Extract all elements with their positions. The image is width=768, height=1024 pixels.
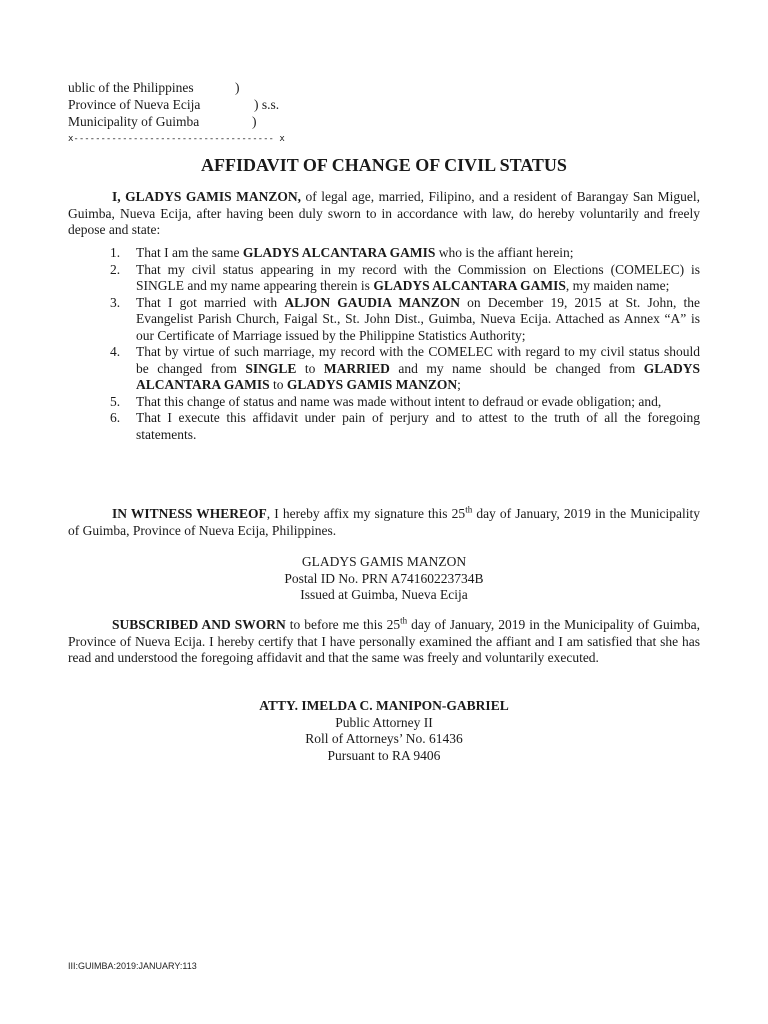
document-reference-footer: III:GUIMBA:2019:JANUARY:113 <box>68 961 197 971</box>
affiant-id-line: Postal ID No. PRN A74160223734B <box>284 570 484 586</box>
affiant-issued-line: Issued at Guimba, Nueva Ecija <box>300 587 468 602</box>
witness-text-b: day of January, 2019 in the Municipality of Guimba, Province of Nueva Ecija, Philippines. <box>68 506 700 538</box>
statement-emphasis: GLADYS GAMIS MANZON <box>286 377 458 392</box>
statement-text: That this change of status and name was made without intent to defraud or evade obligation; and, <box>136 393 662 409</box>
statement-emphasis: GLADYS ALCANTARA GAMIS <box>373 278 566 293</box>
witness-text-a: , I hereby affix my signature this 25 <box>266 506 466 521</box>
venue-province-text: Province of Nueva Ecija <box>68 97 201 112</box>
statement-text: That I execute this affidavit under pain of perjury and to attest to the truth of all the foregoing statements. <box>136 410 700 442</box>
statement-item <box>110 245 700 262</box>
venue-province-paren: ) s.s. <box>254 97 280 112</box>
intro-text: of legal age, married, Filipino, and a resident of Barangay San Miguel, Guimba, Nueva Ecija, after having been duly sworn to in accordance with law, do hereby voluntarily and freely depose and state: <box>68 189 701 237</box>
statement-number: 5. <box>110 393 121 409</box>
notary-signature-block <box>68 698 700 764</box>
jurat-text-a: to before me this 25 <box>285 617 401 632</box>
statement-text: to <box>296 360 324 376</box>
affiant-name: GLADYS GAMIS MANZON <box>301 554 467 569</box>
statement-text: and my name should be changed from <box>389 360 644 376</box>
statements-list <box>110 245 700 443</box>
venue-municipality-text: Municipality of Guimba <box>68 114 200 129</box>
witness-paragraph <box>68 506 700 539</box>
statement-text: That by virtue of such marriage, my record with the COMELEC with regard to my civil status should be changed from <box>136 344 700 376</box>
jurat-paragraph <box>68 617 700 667</box>
statement-item <box>110 394 700 411</box>
statement-item <box>110 295 700 345</box>
notary-authority: Pursuant to RA 9406 <box>327 747 441 763</box>
statement-number: 4. <box>110 344 121 359</box>
statement-text: who is the affiant herein; <box>435 245 574 260</box>
venue-divider: x------------------------------------- x <box>68 134 285 144</box>
witness-ordinal: th <box>465 504 473 515</box>
jurat-lead: SUBSCRIBED AND SWORN <box>112 617 286 632</box>
statement-emphasis: GLADYS ALCANTARA GAMIS <box>136 360 700 392</box>
statement-number: 1. <box>110 245 121 260</box>
statement-number: 2. <box>110 261 121 277</box>
jurat-text-b: day of January, 2019 in the Municipality of Guimba, Province of Nueva Ecija. I hereby certify that I have personally examined the affiant and I am satisfied that she has read and understood the foregoing affidavit and that the same was freely and voluntarily executed. <box>68 617 700 665</box>
venue-block <box>68 80 328 148</box>
document-title: AFFIDAVIT OF CHANGE OF CIVIL STATUS <box>201 155 567 175</box>
statement-item <box>110 262 700 295</box>
jurat-ordinal: th <box>400 615 408 626</box>
statement-text: on December 19, 2015 at St. John, the Evangelist Parish Church, Faigal St., St. John Dist., Guimba, Nueva Ecija. Attached as Annex “A” is our Certificate of Marriage issued by the Philippine Statistics Authority; <box>136 294 700 343</box>
venue-line-republic <box>68 80 328 97</box>
statement-emphasis: SINGLE <box>245 360 297 376</box>
statement-text: That my civil status appearing in my record with the Commission on Elections (COMELEC) is SINGLE and my name appearing therein is <box>136 261 700 293</box>
venue-republic-paren: ) <box>235 80 240 95</box>
statement-text: That I am the same <box>136 245 243 260</box>
statement-emphasis: MARRIED <box>323 360 390 376</box>
venue-line-province <box>68 97 328 114</box>
notary-roll-number: Roll of Attorneys’ No. 61436 <box>305 731 463 746</box>
affiant-signature-block <box>68 554 700 604</box>
venue-line-municipality <box>68 114 328 131</box>
statement-text: That I got married with <box>136 294 285 310</box>
statement-item <box>110 410 700 443</box>
statement-emphasis: ALJON GAUDIA MANZON <box>284 294 460 310</box>
witness-lead: IN WITNESS WHEREOF <box>112 506 267 521</box>
statement-text: ; <box>457 377 461 392</box>
statement-number: 3. <box>110 294 121 310</box>
venue-republic-text: ublic of the Philippines <box>68 80 194 95</box>
statement-text: , my maiden name; <box>565 278 670 293</box>
affiant-intro-name: I, GLADYS GAMIS MANZON, <box>112 189 302 204</box>
notary-position: Public Attorney II <box>335 714 433 730</box>
venue-municipality-paren: ) <box>252 114 257 129</box>
statement-text: to <box>269 377 287 392</box>
statement-emphasis: GLADYS ALCANTARA GAMIS <box>242 245 436 260</box>
statement-number: 6. <box>110 410 121 425</box>
intro-paragraph <box>68 189 700 239</box>
statement-item <box>110 344 700 394</box>
notary-name: ATTY. IMELDA C. MANIPON-GABRIEL <box>259 698 509 713</box>
